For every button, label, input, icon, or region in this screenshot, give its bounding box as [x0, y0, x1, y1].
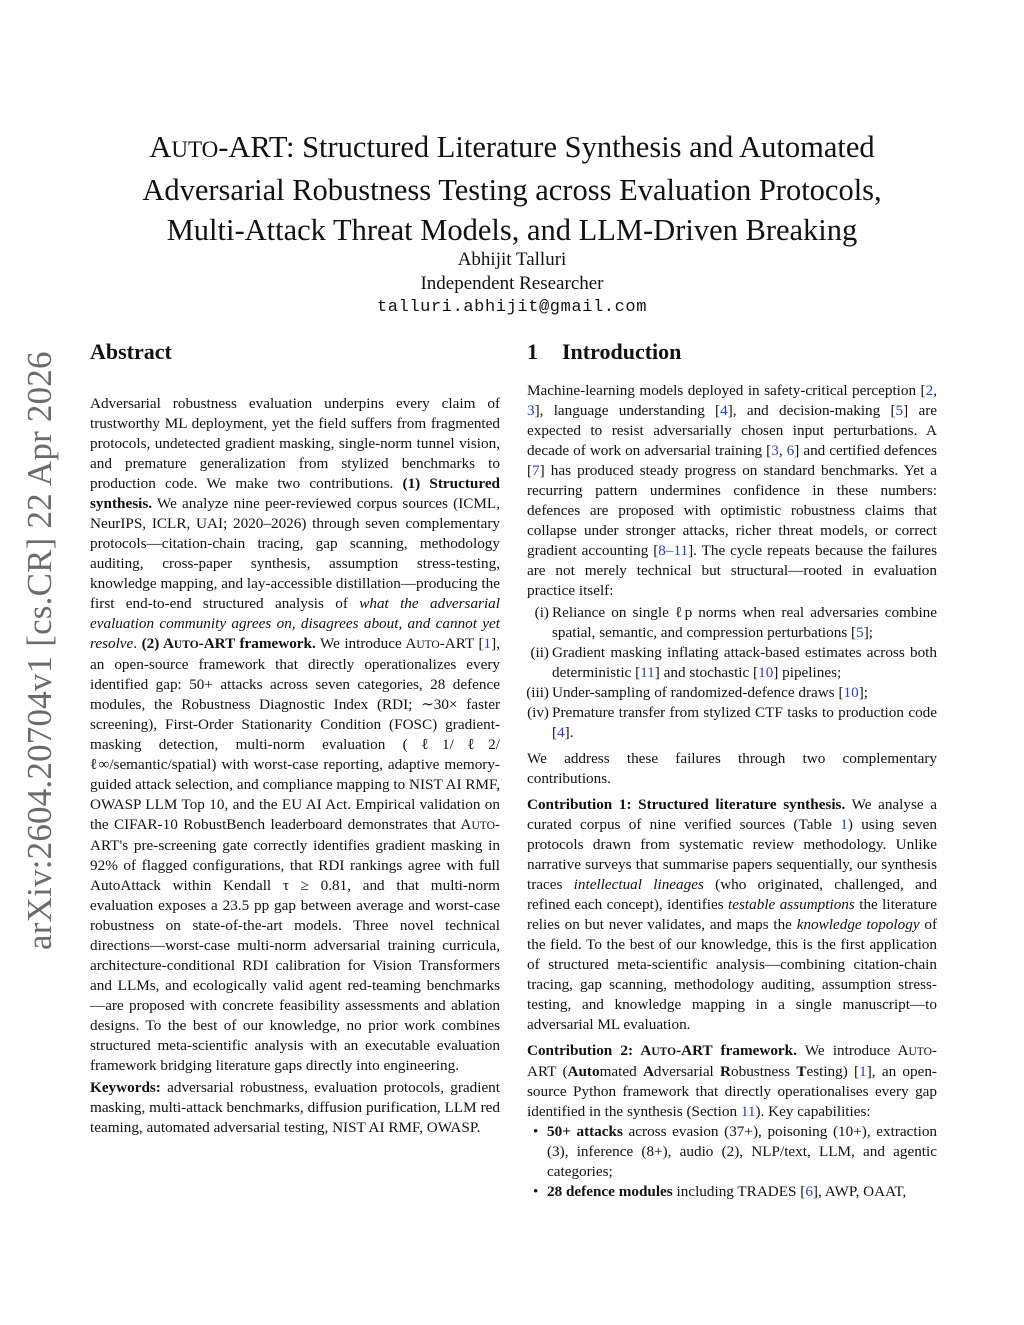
list-item: (i) Reliance on single ℓp norms when real adversaries combine spatial, semantic, and compression perturbations [5]; — [534, 604, 937, 641]
intro-paragraph-1: Machine-learning models deployed in safety-critical perception [2, 3], language understanding [4], and decision-making [5] are expected to resist adversarially chosen input perturbations. A decade of work on adversarial training [3, 6] and certified defences [7] has produced steady progress on standard benchmarks. Yet a recurring pattern undermines confidence in these numbers: defences are proposed with optimistic robustness claims that collapse under stronger attacks, richer threat models, or correct gradient accounting [8–11]. The cycle repeats because the failures are not merely technical but structural—rooted in evaluation practice itself: — [527, 382, 938, 599]
citation-link[interactable]: 10 — [843, 684, 859, 701]
failure-list — [527, 603, 937, 743]
author-name: Abhijit Talluri — [457, 249, 567, 270]
title-line-3: Multi-Attack Threat Models, and LLM-Driven Breaking — [166, 213, 858, 247]
citation-link[interactable]: 10 — [758, 664, 774, 681]
author-affiliation: Independent Researcher — [420, 273, 604, 294]
citation-link[interactable]: 3 — [527, 402, 535, 419]
list-item: (iv) Premature transfer from stylized CTF tasks to production code [4]. — [527, 704, 937, 741]
right-column — [527, 338, 937, 1202]
section-link[interactable]: 11 — [740, 1103, 756, 1120]
arxiv-identifier: arXiv:2604.20704v1 [cs.CR] 22 Apr 2026 — [20, 351, 59, 950]
abstract-heading: Abstract — [90, 339, 172, 364]
capability-list — [527, 1122, 937, 1202]
table-link[interactable]: 1 — [840, 816, 848, 833]
citation-link[interactable]: 4 — [720, 402, 728, 419]
intro-paragraph-2: We address these failures through two complementary contributions. — [527, 750, 937, 787]
introduction-heading — [527, 338, 937, 366]
citation-link[interactable]: 7 — [532, 462, 540, 479]
paper-title — [90, 127, 934, 250]
section-number: 1 — [527, 339, 538, 364]
citation-link[interactable]: 6 — [786, 442, 795, 459]
title-line-2: Adversarial Robustness Testing across Evaluation Protocols, — [142, 173, 882, 207]
citation-link[interactable]: 8–11 — [658, 542, 689, 559]
section-title: Introduction — [562, 339, 682, 364]
citation-link[interactable]: 11 — [640, 664, 655, 681]
contribution-2-label: (2) AUTO-ART framework. — [141, 635, 316, 652]
citation-link[interactable]: 1 — [859, 1063, 867, 1080]
citation-link[interactable]: 4 — [557, 724, 565, 741]
contribution-1-label: (1) Structured synthesis. — [90, 475, 501, 512]
list-item: (iii) Under-sampling of randomized-defence draws [10]; — [526, 684, 868, 701]
citation-link[interactable]: 5 — [895, 402, 904, 419]
citation-link[interactable]: 3 — [771, 442, 779, 459]
citation-link[interactable]: 2 — [925, 382, 934, 399]
citation-link[interactable]: 1 — [483, 635, 492, 652]
contribution-2-paragraph: Contribution 2: AUTO-ART framework. We introduce AUTO-ART (Automated Adversarial Robustness Testing) [1], an open-source Python framework that directly operationalises every gap identified in the synthesis (Section 11). Key capabilities: — [527, 1042, 937, 1120]
contribution-1-paragraph: Contribution 1: Structured literature synthesis. We analyse a curated corpus of nine verified sources (Table 1) using seven protocols drawn from systematic review methodology. Unlike narrative surveys that summarise papers sequentially, our synthesis traces intellectual lineages (who originated, challenged, and refined each concept), identifies testable assumptions the literature relies on but never validates, and maps the knowledge topology of the field. To the best of our knowledge, this is the first application of structured meta-scientific analysis—combining citation-chain tracing, gap scanning, methodology auditing, assumption stress-testing, and knowledge mapping in a single manuscript—to adversarial ML evaluation. — [527, 796, 938, 1033]
keywords: Keywords: adversarial robustness, evaluation protocols, gradient masking, multi-attack benchmarks, diffusion purification, LLM red teaming, automated adversarial testing, NIST AI RMF, OWASP. — [90, 1079, 500, 1136]
title-line-1: AUTO-ART: Structured Literature Synthesis and Automated — [149, 130, 875, 164]
citation-link[interactable]: 6 — [805, 1183, 813, 1200]
author-email[interactable]: talluri.abhijit@gmail.com — [376, 298, 648, 317]
list-item: (ii) Gradient masking inflating attack-based estimates across both deterministic [11] and stochastic [10] pipelines; — [530, 644, 937, 681]
list-item: • 50+ attacks across evasion (37+), poisoning (10+), extraction (3), inference (8+), audio (2), NLP/text, LLM, and agentic categories; — [527, 1122, 937, 1182]
citation-link[interactable]: 5 — [856, 624, 864, 641]
author-block — [0, 248, 1024, 320]
abstract-body: Adversarial robustness evaluation underpins every claim of trustworthy ML deployment, yet the field suffers from fragmented protocols, undetected gradient masking, single-norm tunnel vision, and premature generalization from stylized benchmarks to production code. We make two contributions. (1) Structured synthesis. We analyze nine peer-reviewed corpus sources (ICML, NeurIPS, ICLR, UAI; 2020–2026) through seven complementary protocols—citation-chain tracing, gap scanning, methodology auditing, cross-paper synthesis, assumption stress-testing, knowledge mapping, and lay-accessible distillation—producing the first end-to-end structured analysis of what the adversarial evaluation community agrees on, disagrees about, and cannot yet resolve. (2) AUTO-ART framework. We introduce AUTO-ART [1], an open-source framework that directly operationalizes every identified gap: 50+ attacks across seven categories, 28 defence modules, the Robustness Diagnostic Index (RDI; ∼30× faster screening), First-Order Stationarity Condition (FOSC) gradient-masking detection, multi-norm evaluation (ℓ1/ℓ2/ℓ∞/semantic/spatial) with worst-case reporting, adaptive memory-guided attack selection, and compliance mapping to NIST AI RMF, OWASP LLM Top 10, and the EU AI Act. Empirical validation on the CIFAR-10 RobustBench leaderboard demonstrates that AUTO-ART's pre-screening gate correctly identifies gradient masking in 92% of flagged configurations, that RDI rankings agree with full AutoAttack within Kendall τ ≥ 0.81, and that multi-norm evaluation exposes a 23.5 pp gap between average and worst-case robustness on state-of-the-art models. Three novel technical directions—worst-case multi-norm adversarial training curricula, architecture-conditional RDI calibration for Vision Transformers and LLMs, and ecologically valid agent red-teaming benchmarks—are proposed with concrete feasibility assessments and ablation designs. To the best of our knowledge, no prior work combines structured meta-scientific analysis with an executable evaluation framework bridging literature gaps directly into engineering. — [90, 395, 501, 1074]
list-item: • 28 defence modules including TRADES [6], AWP, OAAT, — [527, 1182, 937, 1202]
left-column — [90, 338, 500, 1138]
